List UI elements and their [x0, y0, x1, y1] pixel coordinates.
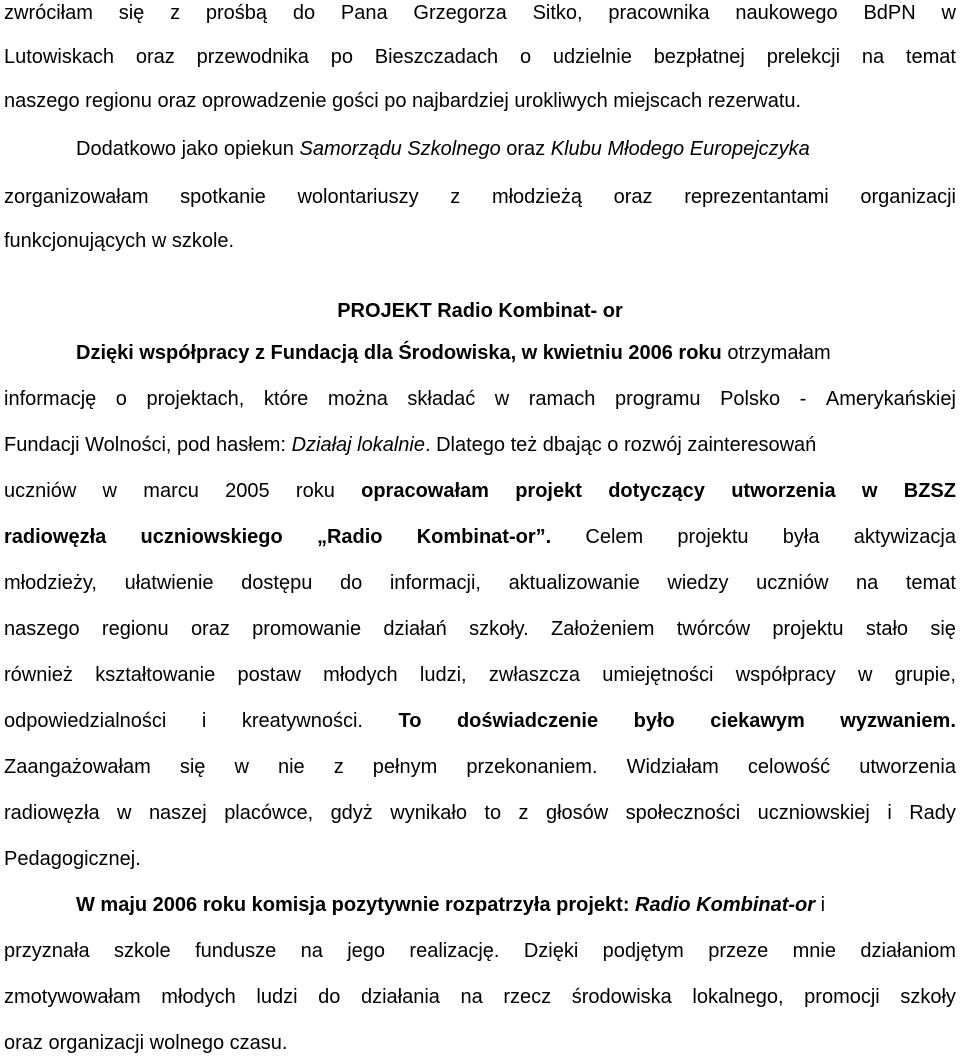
text-line: Dodatkowo jako opiekun Samorządu Szkolnego oraz Klubu Młodego Europejczyka [76, 138, 810, 160]
text-line: W maju 2006 roku komisja pozytywnie rozpatrzyła projekt: Radio Kombinat-or i [76, 894, 826, 916]
text-line: zmotywowałam młodych ludzi do działania na rzecz środowiska lokalnego, promocji szkoły [4, 986, 956, 1008]
text-line: Pedagogicznej. [4, 848, 141, 870]
text-line: Fundacji Wolności, pod hasłem: Działaj lokalnie. Dlatego też dbając o rozwój zainteresowań [4, 434, 817, 456]
text-line: odpowiedzialności i kreatywności. To doświadczenie było ciekawym wyzwaniem. [4, 710, 956, 732]
section-heading: PROJEKT Radio Kombinat- or [337, 300, 623, 322]
text-line: oraz organizacji wolnego czasu. [4, 1032, 288, 1054]
text-line: naszego regionu oraz oprowadzenie gości po najbardziej urokliwych miejscach rezerwatu. [4, 90, 802, 112]
text-line: przyznała szkole fundusze na jego realizację. Dzięki podjętym przeze mnie działaniom [4, 940, 956, 962]
text-line: zorganizowałam spotkanie wolontariuszy z młodzieżą oraz reprezentantami organizacji [4, 186, 956, 208]
text-line: funkcjonujących w szkole. [4, 230, 235, 252]
text-line: uczniów w marcu 2005 roku opracowałam projekt dotyczący utworzenia w BZSZ [4, 480, 956, 502]
text-line: Dzięki współpracy z Fundacją dla Środowiska, w kwietniu 2006 roku otrzymałam [76, 342, 831, 364]
text-line: radiowęzła w naszej placówce, gdyż wynikało to z głosów społeczności uczniowskiej i Rady [4, 802, 956, 824]
text-line: zwróciłam się z prośbą do Pana Grzegorza Sitko, pracownika naukowego BdPN w [4, 2, 956, 24]
text-line: Lutowiskach oraz przewodnika po Bieszczadach o udzielnie bezpłatnej prelekcji na temat [4, 46, 956, 68]
text-line: naszego regionu oraz promowanie działań szkoły. Założeniem twórców projektu stało się [4, 618, 956, 640]
text-line: radiowęzła uczniowskiego „Radio Kombinat-or”. Celem projektu była aktywizacja [4, 526, 956, 548]
text-line: również kształtowanie postaw młodych ludzi, zwłaszcza umiejętności współpracy w grupie, [4, 664, 956, 686]
text-line: młodzieży, ułatwienie dostępu do informacji, aktualizowanie wiedzy uczniów na temat [4, 572, 956, 594]
text-line: informację o projektach, które można składać w ramach programu Polsko - Amerykańskiej [4, 388, 956, 410]
text-line: Zaangażowałam się w nie z pełnym przekonaniem. Widziałam celowość utworzenia [4, 756, 956, 778]
